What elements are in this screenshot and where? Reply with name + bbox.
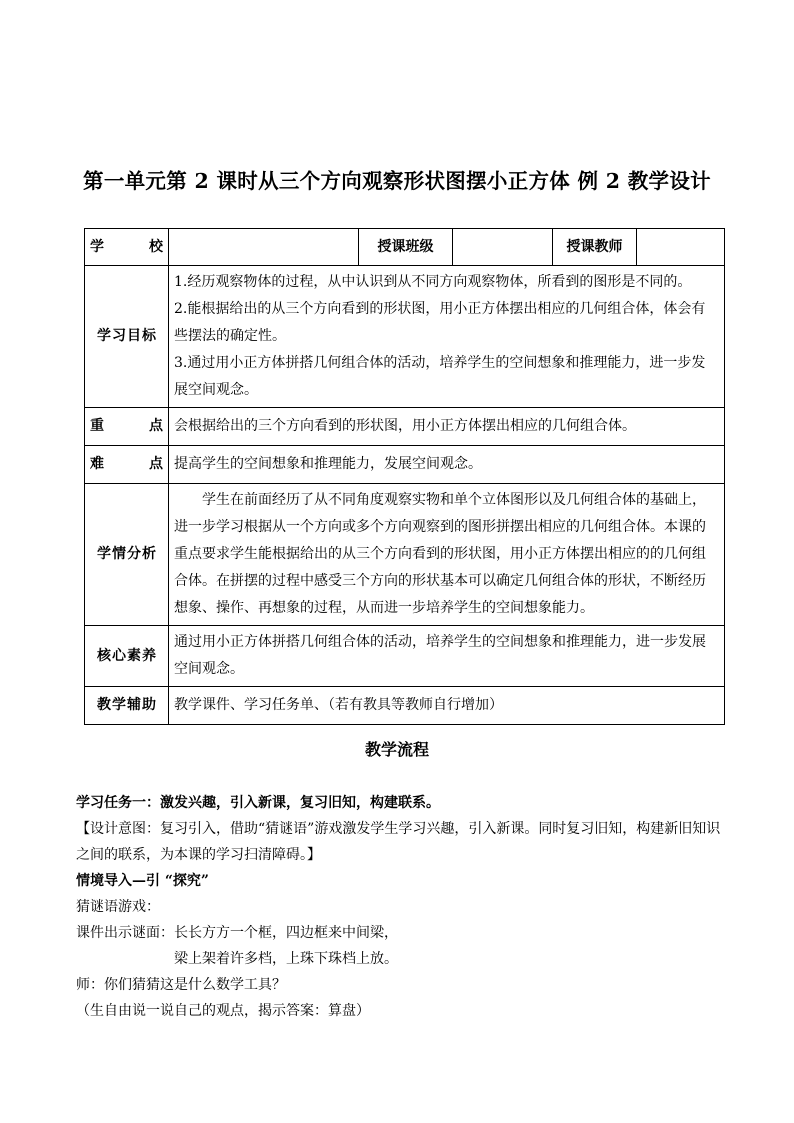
analysis-label: 学情分析 (85, 484, 169, 626)
goals-content (169, 266, 725, 408)
answer-note: （生自由说一说自己的观点，揭示答案：算盘） (76, 1003, 370, 1019)
analysis-value: 学生在前面经历了从不同角度观察实物和单个立体图形以及几何组合体的基础上，进一步学习根据从一个方向或多个方向观察到的图形拼摆出相应的几何组合体。本课的重点要求学生能根据给出的从三个方向看到的形状图，用小正方体摆出相应的的几何组合体。在拼摆的过程中感受三个方向的形状基本可以确定几何组合体的形状，不断经历想象、操作、再想象的过程，从而进一步培养学生的空间想象能力。 (174, 492, 706, 616)
analysis-cell (169, 484, 725, 626)
table-row-difficulty (85, 446, 725, 484)
table-row-analysis (85, 484, 725, 626)
school-label: 学 校 (85, 229, 169, 266)
table-row-aids (85, 687, 725, 725)
lesson-info-table (84, 228, 725, 725)
table-row-school (85, 229, 725, 266)
difficulty-label: 难 点 (85, 446, 169, 484)
goal-item: 2.能根据给出的从三个方向看到的形状图，用小正方体摆出相应的几何组合体，体会有些摆法的确定性。 (174, 301, 706, 344)
situation-heading: 情境导入—引 “探究” (76, 873, 209, 889)
goal-item: 1.经历观察物体的过程，从中认识到从不同方向观察物体，所看到的图形是不同的。 (174, 274, 692, 290)
riddle-line: 梁上架着许多档，上珠下珠档上放。 (174, 951, 398, 967)
key-point-value: 会根据给出的三个方向看到的形状图，用小正方体摆出相应的几何组合体。 (169, 408, 725, 446)
task-heading: 学习任务一：激发兴趣，引入新课，复习旧知，构建联系。 (76, 795, 440, 811)
riddle-line: 课件出示谜面：长长方方一个框，四边框来中间梁， (76, 925, 398, 941)
design-intent: 【设计意图：复习引入，借助“猜谜语”游戏激发学生学习兴趣，引入新课。同时复习旧知，构建新旧知识之间的联系，为本课的学习扫清障碍。】 (76, 821, 721, 863)
key-point-label: 重 点 (85, 408, 169, 446)
school-value (169, 229, 359, 266)
teacher-question: 师：你们猜猜这是什么数学工具？ (76, 977, 286, 993)
aids-value: 教学课件、学习任务单、（若有教具等教师自行增加） (169, 687, 725, 725)
table-row-core (85, 626, 725, 687)
table-row-key-point (85, 408, 725, 446)
core-label: 核心素养 (85, 626, 169, 687)
aids-label: 教学辅助 (85, 687, 169, 725)
page-title: 第一单元第 2 课时从三个方向观察形状图摆小正方体 例 2 教学设计 (83, 169, 711, 193)
table-row-goals (85, 266, 725, 408)
riddle-game: 猜谜语游戏： (76, 899, 160, 915)
goals-label: 学习目标 (85, 266, 169, 408)
flow-title: 教学流程 (364, 740, 429, 759)
teacher-label: 授课教师 (553, 229, 637, 266)
class-value (453, 229, 553, 266)
teacher-value (637, 229, 725, 266)
core-value: 通过用小正方体拼搭几何组合体的活动，培养学生的空间想象和推理能力，进一步发展空间观念。 (169, 626, 725, 687)
lesson-body (76, 790, 726, 1024)
goal-item: 3.通过用小正方体拼搭几何组合体的活动，培养学生的空间想象和推理能力，进一步发展空间观念。 (174, 355, 706, 398)
class-label: 授课班级 (359, 229, 453, 266)
difficulty-value: 提高学生的空间想象和推理能力，发展空间观念。 (169, 446, 725, 484)
